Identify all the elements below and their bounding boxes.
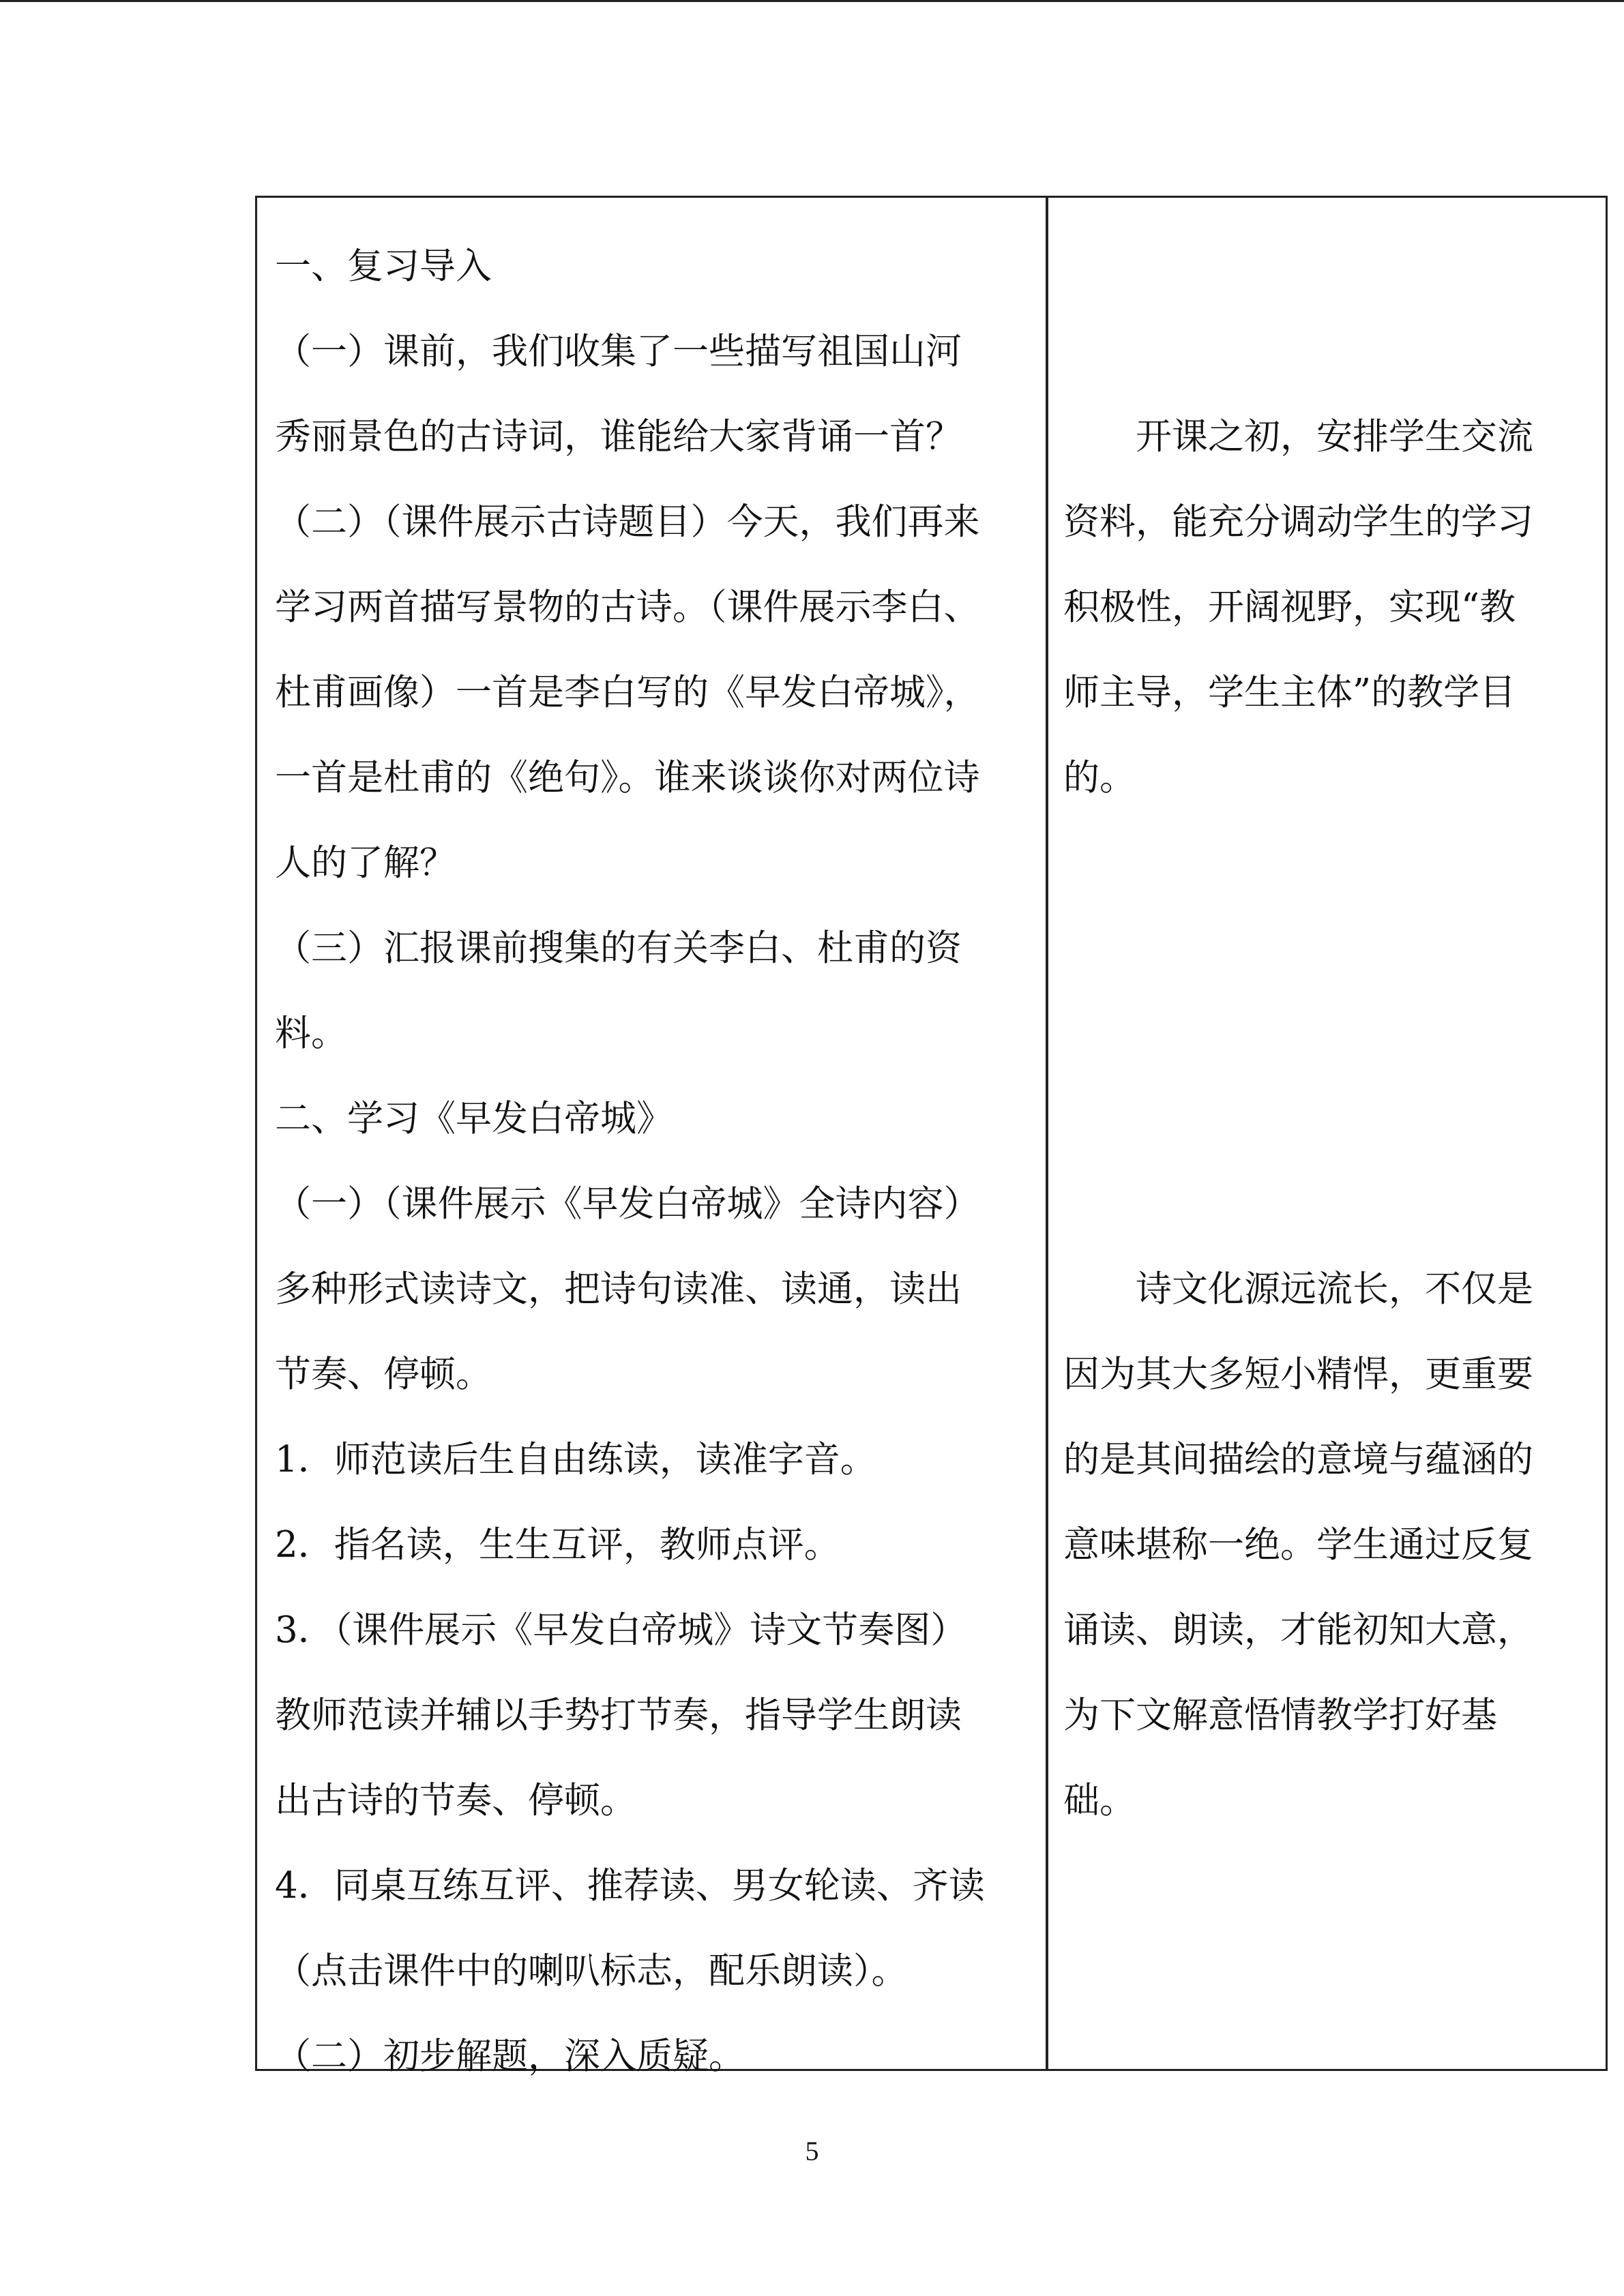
intent-line: 的。: [1063, 757, 1136, 799]
lesson-plan-table: [255, 196, 1608, 2077]
column-divider: [1046, 198, 1048, 2069]
process-line: 料。: [275, 1013, 347, 1054]
page-number: 5: [805, 2136, 819, 2166]
intent-line: 诵读、朗读，才能初知大意，: [1063, 1609, 1533, 1651]
process-line: （二）初步解题，深入质疑。: [275, 2036, 745, 2077]
process-line: （三）汇报课前搜集的有关李白、杜甫的资: [275, 927, 962, 969]
process-line: 教师范读并辅以手势打节奏，指导学生朗读: [275, 1695, 962, 1736]
spacer: [1063, 820, 1595, 906]
process-line: 出古诗的节奏、停顿。: [275, 1780, 636, 1821]
intent-line: 积极性，开阔视野，实现“教: [1063, 586, 1516, 628]
process-line: （二）（课件展示古诗题目）今天，我们再来: [275, 501, 980, 543]
spacer: [1063, 906, 1595, 991]
process-line: （一）课前，我们收集了一些描写祖国山河: [275, 331, 962, 372]
spacer: [1063, 309, 1595, 394]
process-line: 一首是杜甫的《绝句》。谁来谈谈你对两位诗: [275, 757, 980, 799]
process-line: 2．指名读，生生互评，教师点评。: [275, 1524, 840, 1566]
process-line: 3．（课件展示《早发白帝城》诗文节奏图）: [275, 1609, 967, 1651]
process-line: （一）（课件展示《早发白帝城》全诗内容）: [275, 1183, 980, 1225]
spacer: [1063, 1161, 1595, 1247]
intent-line: 资料，能充分调动学生的学习: [1063, 501, 1533, 543]
intent-line: 的是其间描绘的意境与蕴涵的: [1063, 1439, 1533, 1480]
process-line: 秀丽景色的古诗词，谁能给大家背诵一首？: [275, 416, 962, 458]
page-top-rule: [0, 0, 1624, 2]
teaching-process-column: [275, 224, 1032, 2099]
intent-line: 开课之初，安排学生交流: [1136, 416, 1533, 458]
intent-line: 因为其大多短小精悍，更重要: [1063, 1354, 1533, 1395]
process-line: 二、学习《早发白帝城》: [275, 1098, 673, 1139]
process-line: 1．师范读后生自由练读，读准字音。: [275, 1439, 876, 1480]
process-line: 多种形式读诗文，把诗句读准、读通，读出: [275, 1268, 962, 1310]
process-line: 杜甫画像）一首是李白写的《早发白帝城》，: [275, 672, 980, 713]
intent-line: 诗文化源远流长，不仅是: [1136, 1268, 1533, 1310]
process-line: 学习两首描写景物的古诗。（课件展示李白、: [275, 586, 980, 628]
intent-line: 为下文解意悟情教学打好基: [1063, 1695, 1497, 1736]
design-intent-column: [1063, 224, 1595, 1843]
process-line: 人的了解？: [275, 842, 456, 884]
spacer: [1063, 224, 1595, 309]
intent-line: 意味堪称一绝。学生通过反复: [1063, 1524, 1533, 1566]
spacer: [1063, 991, 1595, 1076]
process-line: 4．同桌互练互评、推荐读、男女轮读、齐读: [275, 1865, 985, 1907]
intent-line: 础。: [1063, 1780, 1136, 1821]
process-line: 节奏、停顿。: [275, 1354, 492, 1395]
spacer: [1063, 1076, 1595, 1161]
intent-line: 师主导，学生主体”的教学目: [1063, 672, 1516, 713]
process-line: 一、复习导入: [275, 245, 492, 287]
process-line: （点击课件中的喇叭标志，配乐朗读）。: [275, 1950, 908, 1992]
